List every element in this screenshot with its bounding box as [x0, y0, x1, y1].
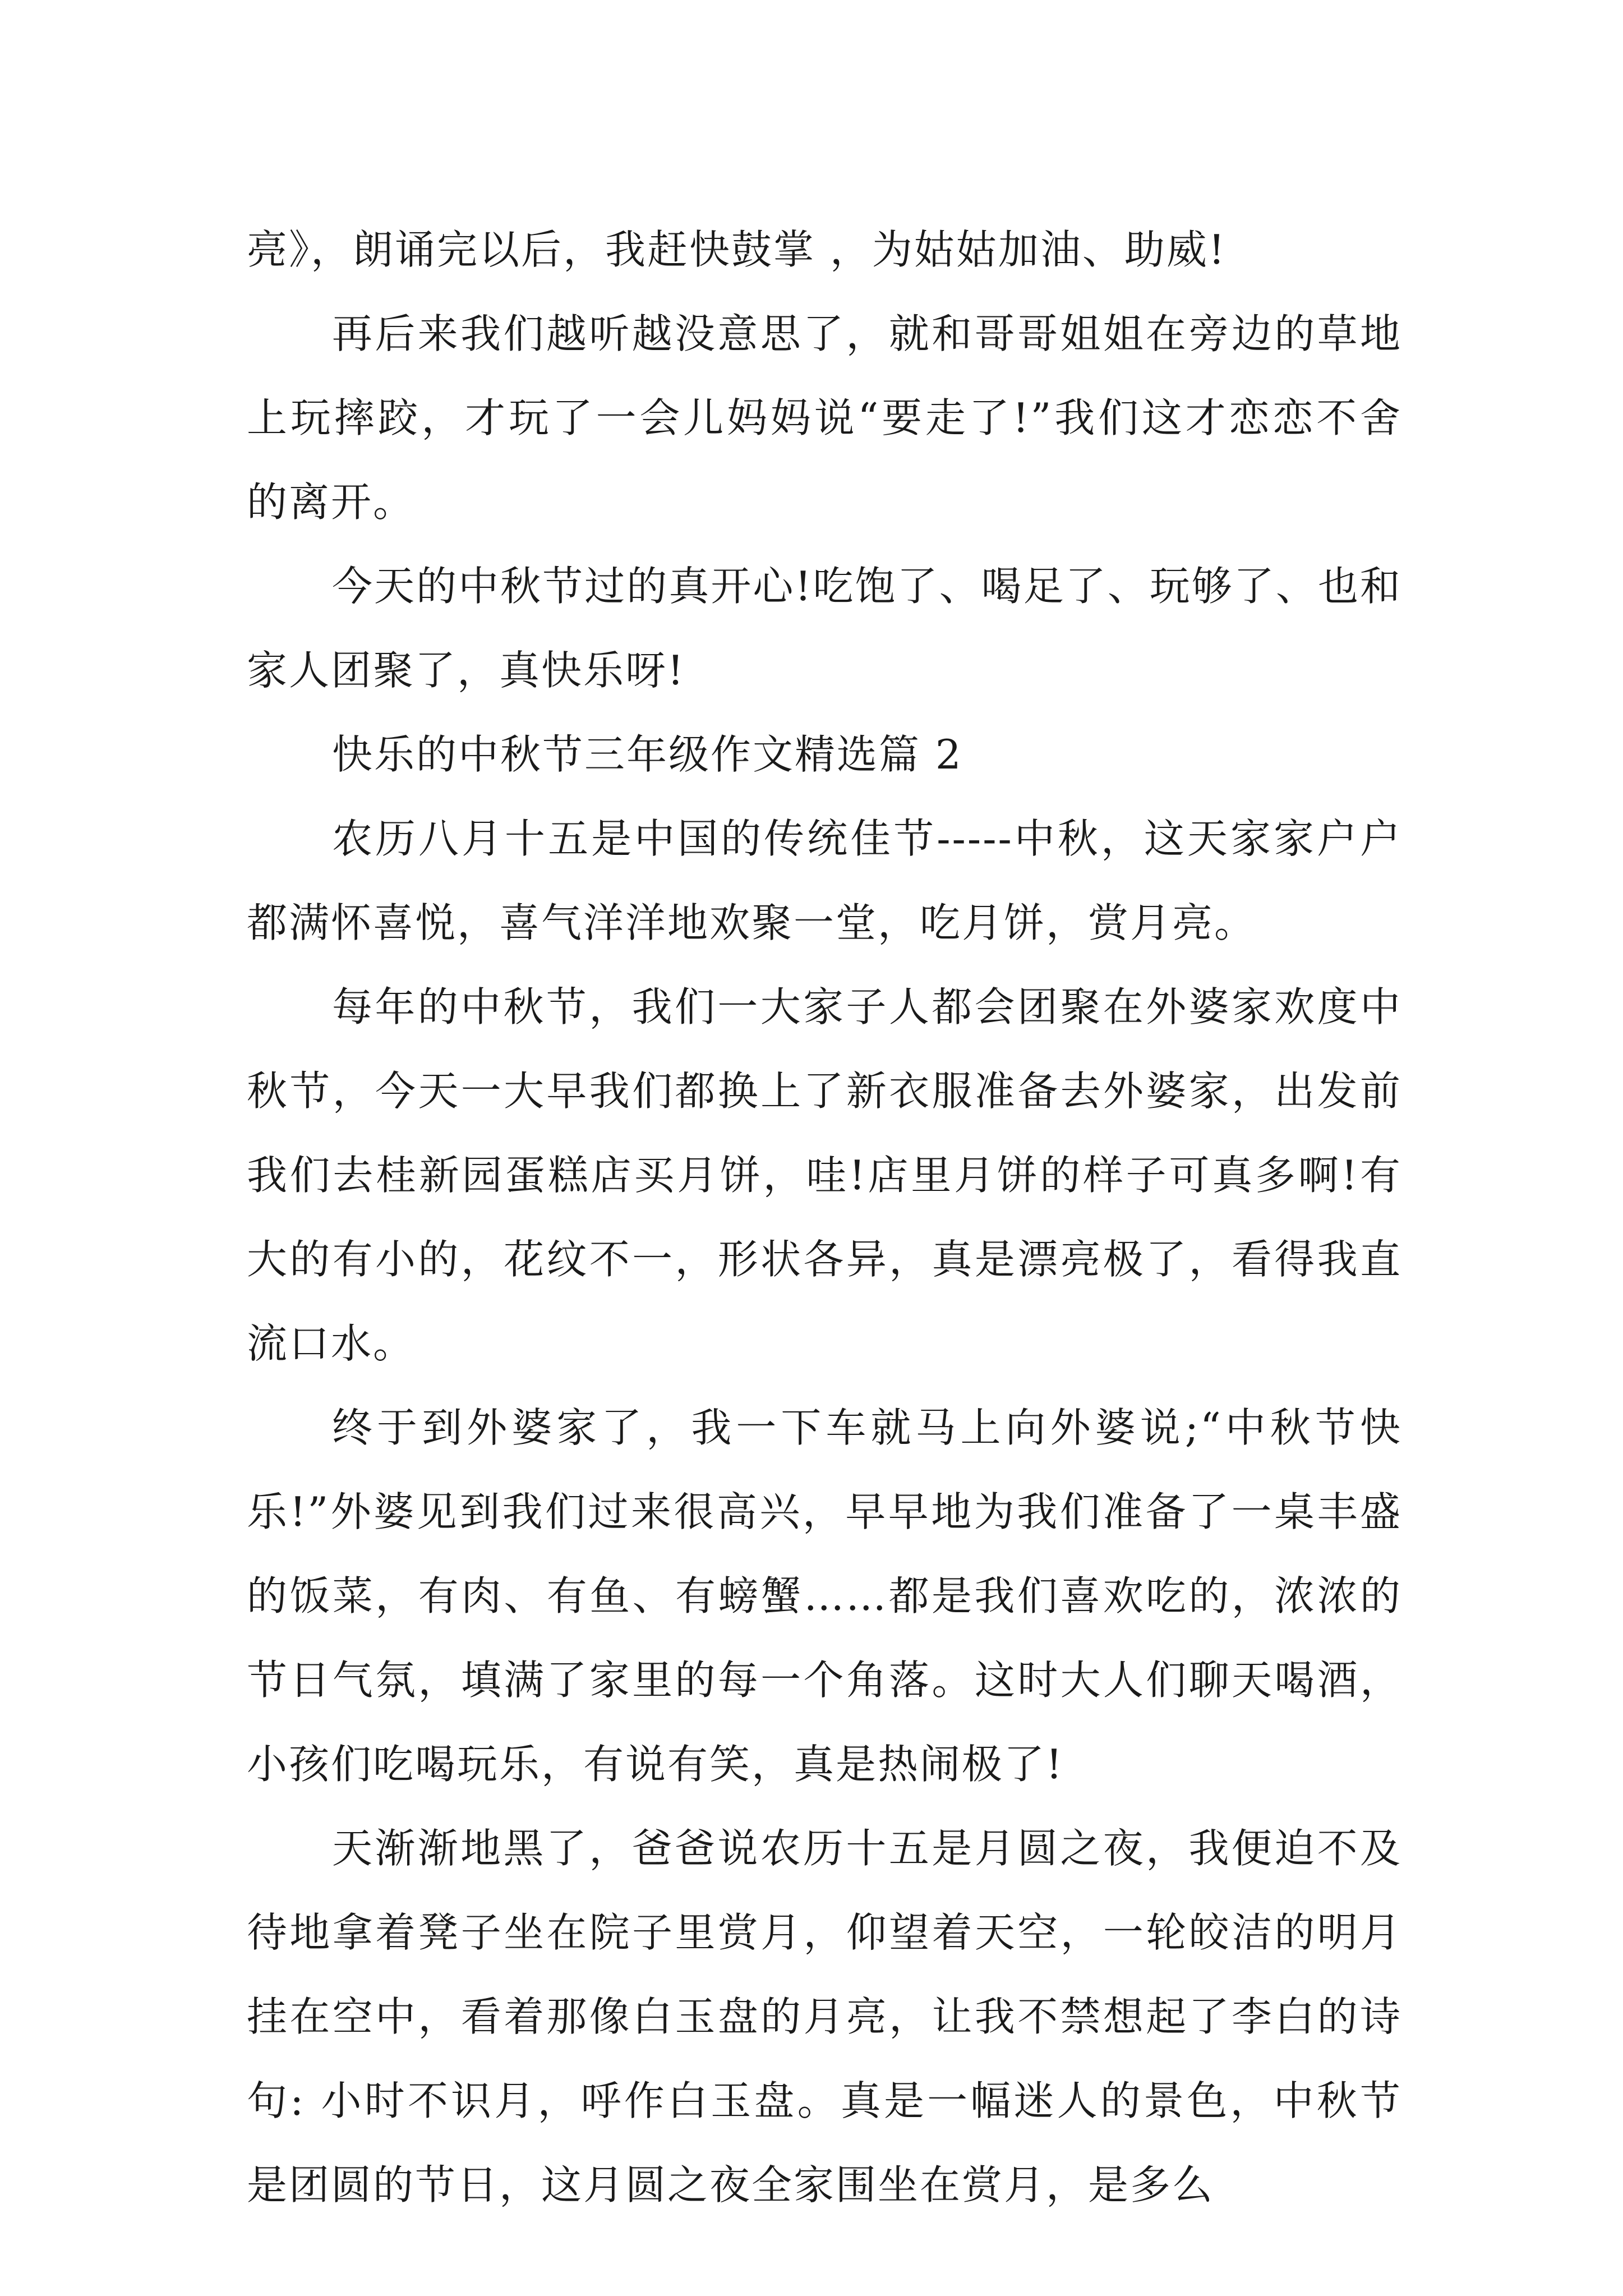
paragraph-moon-viewing: 天渐渐地黑了，爸爸说农历十五是月圆之夜，我便迫不及待地拿着凳子坐在院子里赏月，仰望着天空，一轮皎洁的明月挂在空中，看着那像白玉盘的月亮，让我不禁想起了李白的诗句: 小时不识月，呼作白玉盘。真是一幅迷人的景色，中秋节是团圆的节日，这月圆之夜全家围坐在赏月，是多么 — [247, 1825, 1402, 2208]
paragraph-grandma-house: 终于到外婆家了，我一下车就马上向外婆说;“中秋节快乐!”外婆见到我们过来很高兴，早早地为我们准备了一桌丰盛的饭菜，有肉、有鱼、有螃蟹……都是我们喜欢吃的，浓浓的节日气氛，填满了家里的每一个角落。这时大人们聊天喝酒，小孩们吃喝玩乐，有说有笑，真是热闹极了! — [247, 1404, 1402, 1788]
paragraph-happy-day: 今天的中秋节过的真开心!吃饱了、喝足了、玩够了、也和家人团聚了，真快乐呀! — [247, 563, 1402, 694]
document-body — [247, 208, 1402, 2227]
section-title: 快乐的中秋节三年级作文精选篇 2 — [332, 731, 963, 778]
paragraph-lawn-play: 再后来我们越听越没意思了，就和哥哥姐姐在旁边的草地上玩摔跤，才玩了一会儿妈妈说“要走了!”我们这才恋恋不舍的离开。 — [247, 310, 1402, 526]
paragraph-continuation: 亮》，朗诵完以后，我赶快鼓掌 ，为姑姑加油、助威! — [247, 226, 1227, 273]
paragraph-mooncake-shop: 每年的中秋节，我们一大家子人都会团聚在外婆家欢度中秋节，今天一大早我们都换上了新衣服准备去外婆家，出发前我们去桂新园蛋糕店买月饼，哇!店里月饼的样子可真多啊!有大的有小的，花纹不一，形状各异，真是漂亮极了，看得我直流口水。 — [247, 983, 1402, 1367]
paragraph-festival-intro: 农历八月十五是中国的传统佳节-----中秋，这天家家户户都满怀喜悦，喜气洋洋地欢聚一堂，吃月饼，赏月亮。 — [247, 815, 1402, 946]
